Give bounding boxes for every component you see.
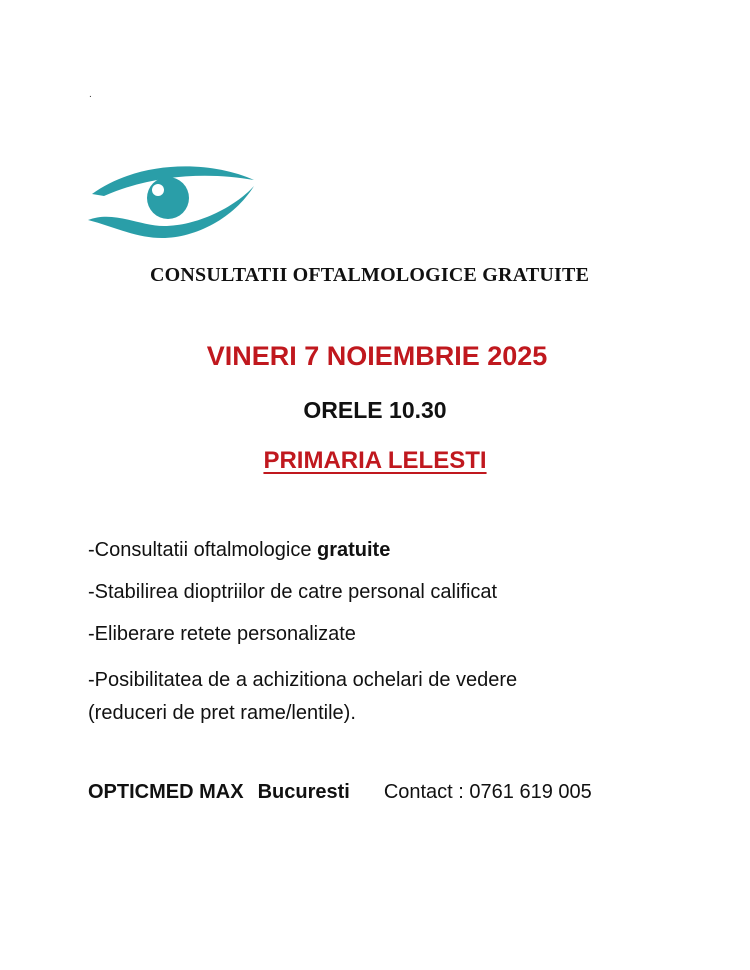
company-city: Bucuresti [257, 781, 350, 803]
service-item [88, 538, 688, 563]
service-item: -Eliberare retete personalizate [88, 623, 356, 645]
event-hours: ORELE 10.30 [303, 397, 447, 423]
contact-phone: Contact : 0761 619 005 [383, 781, 592, 803]
eye-highlight [152, 184, 164, 196]
service-item: -Stabilirea dioptriilor de catre personal calificat [88, 581, 498, 603]
event-location: PRIMARIA LELESTI [263, 447, 487, 474]
company-name: OPTICMED MAX [88, 781, 244, 803]
footer [88, 781, 708, 804]
service-emphasis: gratuite [317, 539, 391, 561]
stray-dot: . [89, 89, 92, 100]
service-line: -Posibilitatea de a achizitiona ochelari de vedere [88, 669, 518, 691]
service-text: -Consultatii oftalmologice [88, 539, 317, 561]
service-item [88, 664, 688, 730]
event-date: VINERI 7 NOIEMBRIE 2025 [206, 341, 548, 371]
eye-icon [84, 160, 256, 240]
service-line: (reduceri de pret rame/lentile). [88, 702, 356, 724]
eye-iris [147, 177, 189, 219]
event-heading: CONSULTATII OFTALMOLOGICE GRATUITE [150, 264, 590, 286]
services-list [88, 538, 688, 747]
